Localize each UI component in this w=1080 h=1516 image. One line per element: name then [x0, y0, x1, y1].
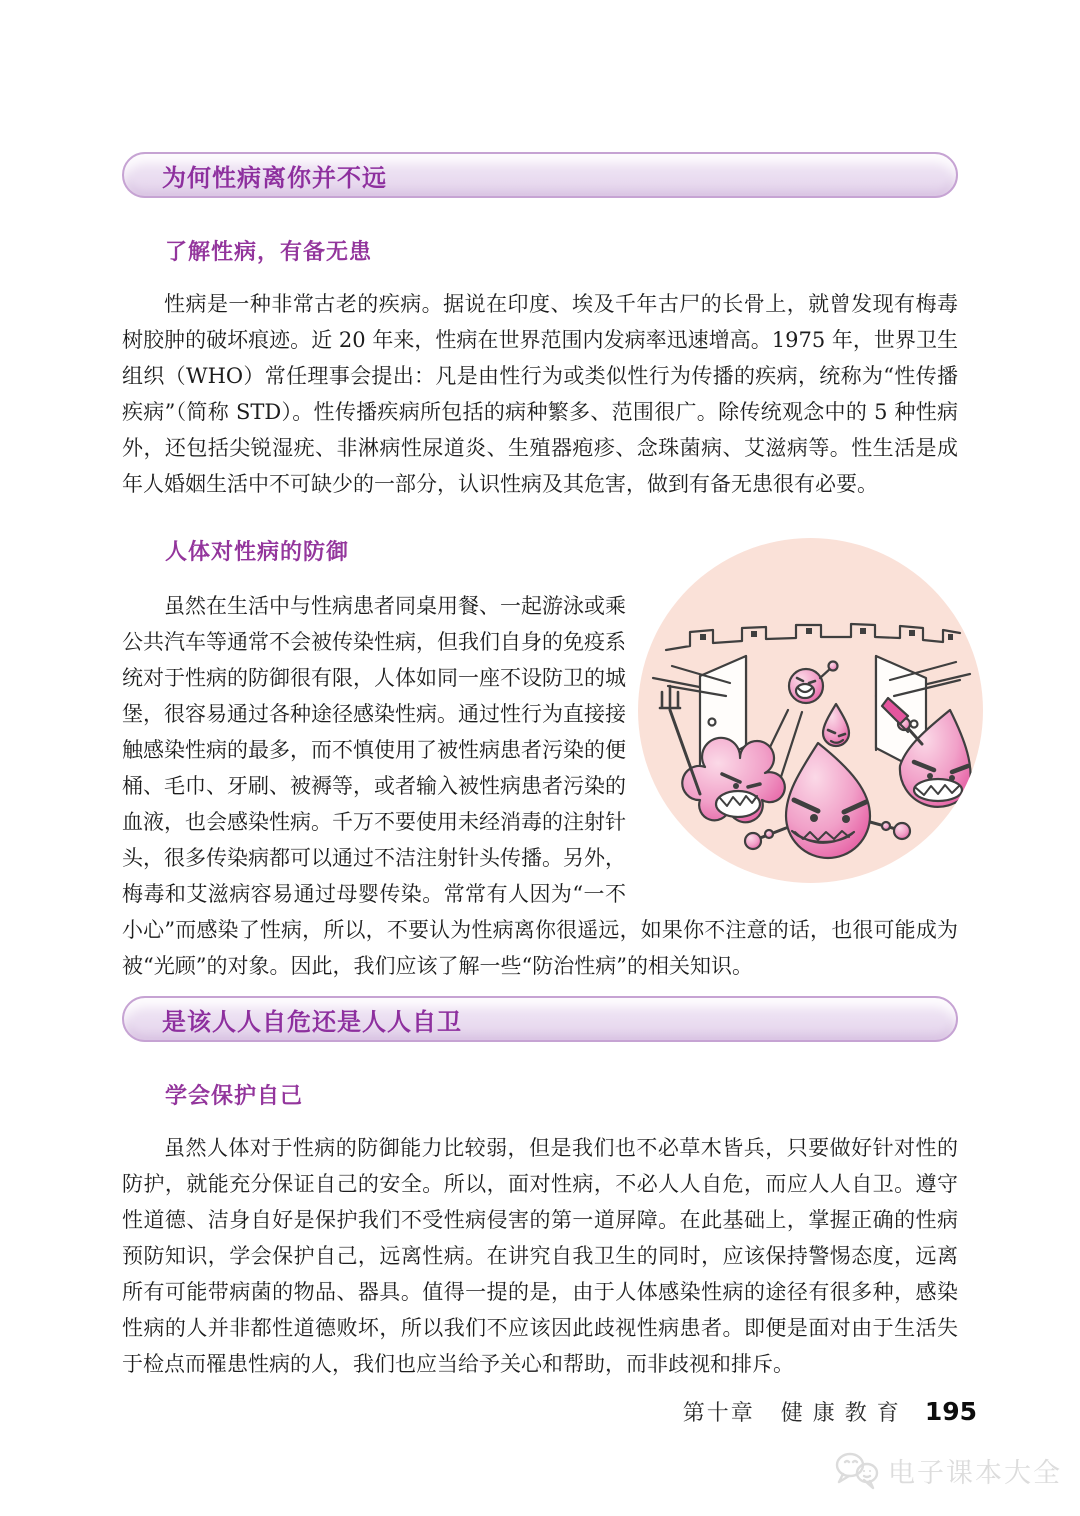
- watermark-label: 电子课本大全: [888, 1458, 1062, 1489]
- section-why-std-not-far: [122, 152, 958, 984]
- germs-attacking-castle-illustration: [638, 538, 983, 883]
- section-banner: [122, 152, 958, 198]
- subsection-heading-protect-yourself: 学会保护自己: [165, 1084, 304, 1109]
- watermark: [834, 1451, 1062, 1490]
- section-banner: [122, 996, 958, 1042]
- page-number: 195: [924, 1397, 977, 1426]
- chapter-label: 第十章: [682, 1401, 755, 1426]
- chapter-title: 健康教育: [780, 1401, 909, 1426]
- page-content: [122, 0, 958, 1382]
- germs-castle-svg: [638, 538, 983, 883]
- subsection-body-defense: [122, 538, 958, 984]
- paragraph-know-std: 性病是一种非常古老的疾病。据说在印度、埃及千年古尸的长骨上，就曾发现有梅毒树胶肿的破坏痕迹。近 20 年来，性病在世界范围内发病率迅速增高。1975 年，世界卫生组织（WHO）常任理事会提出：凡是由性行为或类似性行为传播的疾病，统称为“性传播疾病”（简称 STD）。性传播疾病所包括的病种繁多、范围很广。除传统观念中的 5 种性病外，还包括尖锐湿疣、非淋病性尿道炎、生殖器疱疹、念珠菌病、艾滋病等。性生活是成年人婚姻生活中不可缺少的一部分，认识性病及其危害，做到有备无患很有必要。: [122, 292, 958, 496]
- section-banner-title: 是该人人自危还是人人自卫: [162, 1007, 462, 1036]
- section-self-protect: [122, 996, 958, 1382]
- paragraph-body-defense: 虽然在生活中与性病患者同桌用餐、一起游泳或乘公共汽车等通常不会被传染性病，但我们自身的免疫系统对于性病的防御很有限，人体如同一座不设防卫的城堡，很容易通过各种途径感染性病。通过性行为直接接触感染性病的最多，而不慎使用了被性病患者污染的便桶、毛巾、牙刷、被褥等，或者输入被性病患者污染的血液，也会感染性病。千万不要使用未经消毒的注射针头，很多传染病都可以通过不洁注射针头传播。另外，梅毒和艾滋病容易通过母婴传染。常常有人因为“一不小心”而感染了性病，所以，不要认为性病离你很遥远，如果你不注意的话，也很可能成为被“光顾”的对象。因此，我们应该了解一些“防治性病”的相关知识。: [122, 594, 958, 978]
- section-banner-title: 为何性病离你并不远: [162, 163, 387, 192]
- chat-bubbles-icon: [834, 1452, 880, 1490]
- page-footer: [683, 1396, 977, 1427]
- subsection-heading-body-defense: 人体对性病的防御: [165, 540, 350, 565]
- subsection-heading-know-std: 了解性病，有备无患: [165, 240, 373, 265]
- paragraph-protect-yourself: 虽然人体对于性病的防御能力比较弱，但是我们也不必草木皆兵，只要做好针对性的防护，就能充分保证自己的安全。所以，面对性病，不必人人自危，而应人人自卫。遵守性道德、洁身自好是保护我们不受性病侵害的第一道屏障。在此基础上，掌握正确的性病预防知识，学会保护自己，远离性病。在讲究自我卫生的同时，应该保持警惕态度，远离所有可能带病菌的物品、器具。值得一提的是，由于人体感染性病的途径有很多种，感染性病的人并非都性道德败坏，所以我们不应该因此歧视性病患者。即便是面对由于生活失于检点而罹患性病的人，我们也应当给予关心和帮助，而非歧视和排斥。: [122, 1136, 958, 1376]
